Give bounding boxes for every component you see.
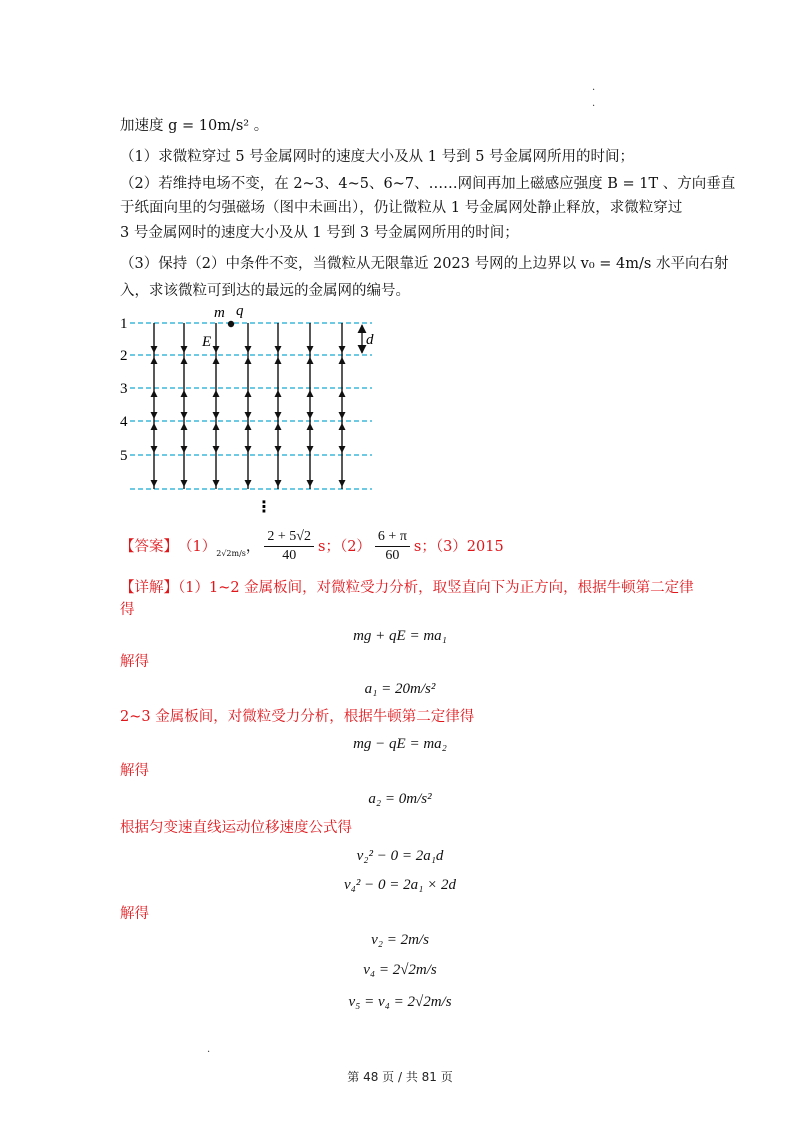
solve-label-3: 解得: [120, 906, 149, 922]
label-d: d: [366, 332, 374, 348]
field-arrowhead: [275, 446, 282, 453]
answer-prefix: 【答案】: [120, 538, 178, 555]
answer-comma: ，: [245, 538, 261, 555]
field-arrowhead: [181, 446, 188, 453]
field-arrows: [151, 323, 346, 489]
field-arrowhead: [213, 346, 220, 353]
field-arrowhead: [339, 480, 346, 487]
field-arrowhead: [213, 412, 220, 419]
label-q: q: [236, 303, 244, 319]
field-arrowhead: [245, 446, 252, 453]
equation-9: v₅ = v₄ = 2√2m/s: [348, 994, 452, 1010]
field-arrowhead: [213, 423, 220, 430]
equation-5: v₂² − 0 = 2a₁d: [356, 848, 444, 864]
equation-2: a₁ = 20m/s²: [364, 681, 436, 697]
field-arrowhead: [275, 357, 282, 364]
field-arrowhead: [245, 357, 252, 364]
field-arrowhead: [151, 390, 158, 397]
field-arrowhead: [181, 390, 188, 397]
field-arrowhead: [339, 346, 346, 353]
answer-part2-label: s；（2）: [318, 538, 371, 555]
field-arrowhead: [275, 346, 282, 353]
fraction-1-numerator: 2 + 5√2: [264, 528, 314, 547]
field-arrowhead: [213, 480, 220, 487]
field-arrowhead: [181, 357, 188, 364]
field-arrowhead: [213, 390, 220, 397]
field-arrowhead: [213, 446, 220, 453]
field-arrowhead: [275, 390, 282, 397]
field-arrowhead: [245, 423, 252, 430]
field-arrowhead: [151, 480, 158, 487]
detail-text-3: 根据匀变速直线运动位移速度公式得: [120, 820, 352, 836]
field-arrowhead: [151, 423, 158, 430]
solve-label-2: 解得: [120, 763, 149, 779]
field-arrowhead: [307, 357, 314, 364]
net-label-5: 5: [120, 448, 128, 464]
footer-dot: .: [207, 1044, 211, 1055]
field-arrowhead: [245, 412, 252, 419]
question-part2-line1: （2）若维持电场不变，在 2~3、4~5、6~7、……网间再加上磁感应强度 B = 1T 、方向垂直: [120, 176, 736, 192]
net-label-1: 1: [120, 316, 128, 332]
field-arrowhead: [181, 423, 188, 430]
equation-1: mg + qE = ma₁: [353, 628, 447, 644]
field-arrowhead: [151, 357, 158, 364]
equation-6: v₄² − 0 = 2a₁ × 2d: [344, 877, 456, 893]
field-arrowhead: [307, 446, 314, 453]
field-arrowhead: [151, 346, 158, 353]
detail-line2: 得: [120, 602, 135, 618]
metal-net-figure: [110, 300, 390, 520]
field-arrowhead: [339, 390, 346, 397]
detail-text-2: 2~3 金属板间，对微粒受力分析，根据牛顿第二定律得: [120, 709, 475, 725]
question-part2-line3: 3 号金属网时的速度大小及从 1 号到 3 号金属网所用的时间；: [120, 225, 519, 241]
field-arrowhead: [181, 480, 188, 487]
net-label-2: 2: [120, 348, 128, 364]
field-arrowhead: [339, 412, 346, 419]
field-arrowhead: [275, 480, 282, 487]
question-part1: （1）求微粒穿过 5 号金属网时的速度大小及从 1 号到 5 号金属网所用的时间；: [120, 149, 635, 165]
detail-line1: 【详解】（1）1~2 金属板间，对微粒受力分析，取竖直向下为正方向，根据牛顿第二定律: [120, 580, 694, 596]
fraction-2-numerator: 6 + π: [375, 528, 410, 547]
ellipsis-mark: ⋮: [256, 497, 272, 516]
accel-line: 加速度 g = 10m/s² 。: [120, 118, 269, 134]
field-arrowhead: [181, 346, 188, 353]
equation-8: v₄ = 2√2m/s: [363, 962, 437, 978]
equation-4: a₂ = 0m/s²: [368, 791, 432, 807]
answer-part1-value: 2√2m/s: [216, 548, 246, 558]
header-dot: .: [592, 82, 596, 93]
header-dot: .: [592, 98, 596, 109]
answer-part1-label: （1）: [178, 538, 217, 555]
solve-label-1: 解得: [120, 654, 149, 670]
label-m: m: [214, 305, 225, 321]
field-arrowhead: [151, 412, 158, 419]
net-label-3: 3: [120, 381, 128, 397]
question-part3-line2: 入，求该微粒可到达的最远的金属网的编号。: [120, 283, 410, 299]
question-part3-line1: （3）保持（2）中条件不变，当微粒从无限靠近 2023 号网的上边界以 v₀ = 4m/s 水平向右射: [120, 256, 729, 272]
field-arrowhead: [245, 480, 252, 487]
equation-7: v₂ = 2m/s: [371, 932, 429, 948]
field-arrowhead: [307, 423, 314, 430]
question-part2-line2: 于纸面向里的匀强磁场（图中未画出），仍让微粒从 1 号金属网处静止释放，求微粒穿过: [120, 200, 683, 216]
fraction-2-denominator: 60: [385, 548, 400, 563]
field-arrowhead: [275, 423, 282, 430]
field-arrowhead: [339, 446, 346, 453]
label-E: E: [202, 334, 212, 350]
field-arrowhead: [339, 423, 346, 430]
answer-fraction-1: [264, 528, 314, 565]
field-arrowhead: [181, 412, 188, 419]
equation-3: mg − qE = ma₂: [353, 736, 447, 752]
answer-fraction-2: [375, 528, 410, 565]
fraction-1-denominator: 40: [282, 548, 297, 563]
field-arrowhead: [275, 412, 282, 419]
particle-dot: [228, 321, 234, 327]
field-arrowhead: [151, 446, 158, 453]
field-arrowhead: [213, 357, 220, 364]
field-arrowhead: [307, 480, 314, 487]
answer-part3: s；（3）2015: [413, 538, 504, 555]
field-arrowhead: [245, 390, 252, 397]
field-arrowhead: [307, 390, 314, 397]
page-number: 第 48 页 / 共 81 页: [347, 1070, 453, 1084]
net-label-4: 4: [120, 414, 128, 430]
field-arrowhead: [307, 412, 314, 419]
answer-line: [120, 528, 504, 565]
field-arrowhead: [339, 357, 346, 364]
field-arrowhead: [307, 346, 314, 353]
field-arrowhead: [245, 346, 252, 353]
